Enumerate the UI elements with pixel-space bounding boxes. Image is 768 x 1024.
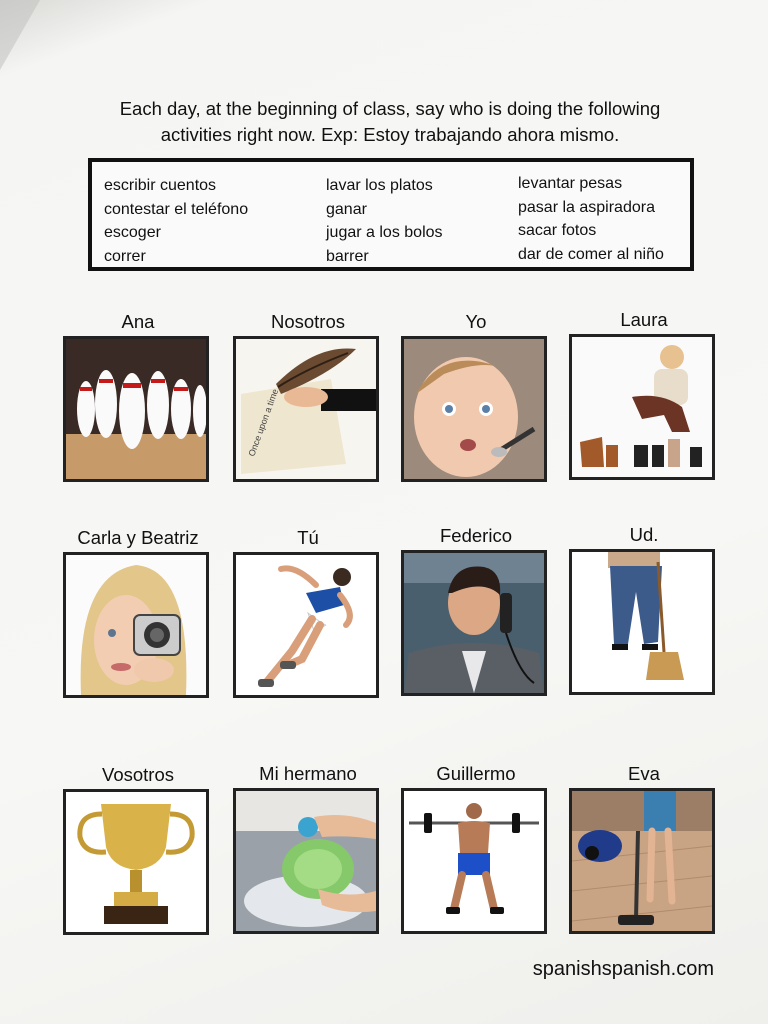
vocab-item: pasar la aspiradora	[518, 198, 655, 216]
vocab-item: dar de comer al niño	[518, 245, 664, 263]
picture-cell-laura	[569, 308, 719, 480]
picture-cell-carla-y-beatriz	[63, 526, 213, 698]
vocab-column-2	[326, 174, 443, 268]
vocab-item: lavar los platos	[326, 177, 433, 194]
vocab-item: sacar fotos	[518, 222, 597, 239]
cell-label: Vosotros	[102, 764, 174, 785]
svg-text:Once upon a time: Once upon a time	[246, 387, 281, 458]
picture-cell-tu	[233, 526, 383, 698]
dish-washing-icon	[233, 788, 379, 934]
picture-cell-vosotros	[63, 763, 213, 935]
cell-label: Mi hermano	[259, 763, 357, 784]
cell-label: Carla y Beatriz	[77, 527, 199, 548]
weightlifter-icon	[401, 788, 547, 934]
cell-label: Laura	[620, 309, 668, 330]
picture-cell-nosotros	[233, 310, 383, 482]
vocab-item: escoger	[104, 224, 161, 241]
phone-call-icon	[401, 550, 547, 696]
picture-cell-guillermo	[401, 762, 551, 934]
vocab-item: jugar a los bolos	[326, 224, 443, 241]
cell-label: Eva	[628, 763, 660, 784]
footer-website: spanishspanish.com	[532, 958, 714, 980]
picture-cell-mi-hermano	[233, 762, 383, 934]
camera-photo-icon	[63, 552, 209, 698]
broom-sweeping-icon	[569, 549, 715, 695]
runner-icon	[233, 552, 379, 698]
picture-cell-ana	[63, 310, 213, 482]
vocab-item: escribir cuentos	[104, 177, 217, 194]
vocab-item: contestar el teléfono	[104, 200, 249, 218]
cell-label: Federico	[440, 525, 512, 546]
picture-cell-yo	[401, 310, 551, 482]
page-corner-shadow	[0, 0, 40, 70]
picture-cell-federico	[401, 524, 551, 696]
cell-label: Ana	[121, 311, 155, 332]
picture-cell-ud	[569, 523, 719, 695]
vocab-column-1	[104, 174, 248, 268]
trophy-icon	[63, 789, 209, 935]
cell-label: Yo	[465, 311, 487, 332]
instructions	[80, 96, 700, 148]
cell-label: Nosotros	[270, 311, 346, 332]
vocabulary-box	[88, 158, 694, 271]
vacuum-cleaner-icon	[569, 788, 715, 934]
vocab-item: levantar pesas	[518, 175, 623, 192]
choosing-shoes-icon	[569, 334, 715, 480]
writing-quill-icon	[233, 336, 379, 482]
vocab-column-3	[518, 172, 664, 266]
cell-label: Ud.	[629, 524, 659, 545]
cell-label: Tú	[297, 527, 319, 548]
vocab-item: correr	[104, 247, 146, 265]
bowling-pins-icon	[63, 336, 209, 482]
instructions-line-2: activities right now. Exp: Estoy trabajando ahora mismo.	[160, 124, 620, 145]
instructions-line-1: Each day, at the beginning of class, say who is doing the following	[119, 98, 661, 119]
vocab-item: ganar	[326, 200, 367, 218]
picture-cell-eva	[569, 762, 719, 934]
vocab-item: barrer	[326, 247, 369, 265]
cell-label: Guillermo	[436, 763, 516, 784]
baby-feeding-icon	[401, 336, 547, 482]
